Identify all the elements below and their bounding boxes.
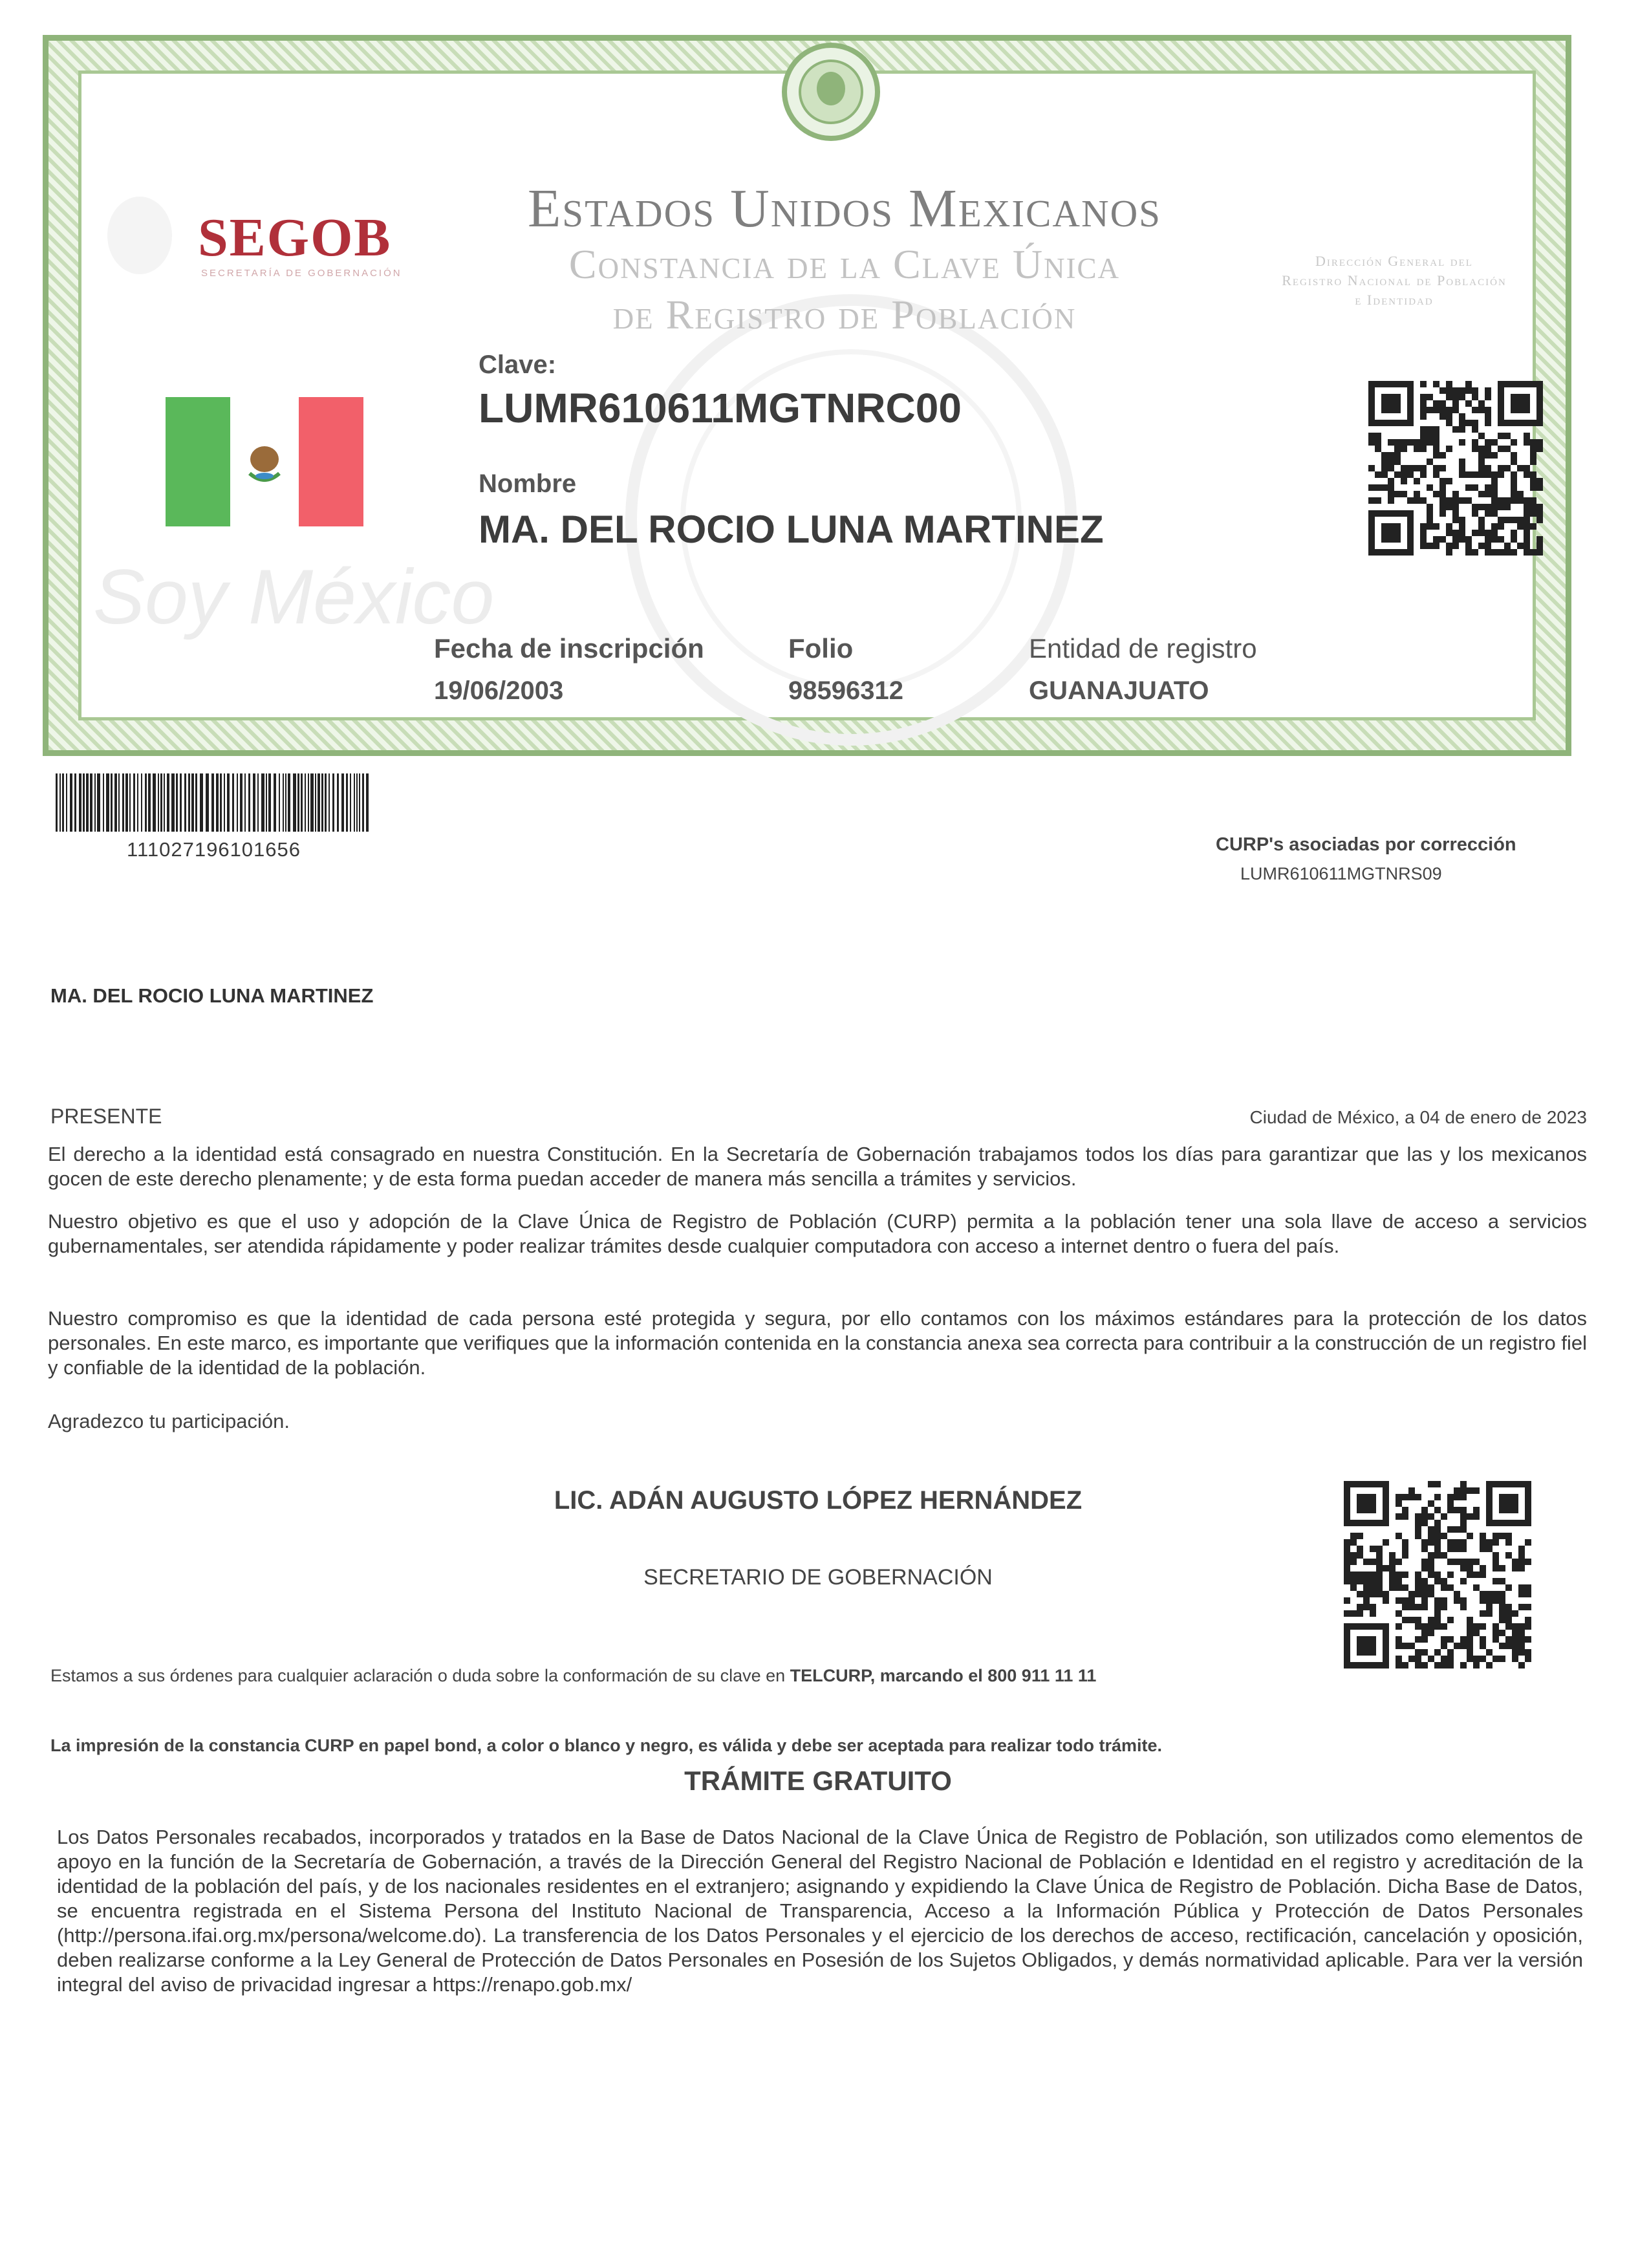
entidad-value: GUANAJUATO (1029, 676, 1209, 705)
validity-notice: La impresión de la constancia CURP en papel bond, a color o blanco y negro, es válida y debe ser aceptada para realizar todo trámite. (50, 1736, 1163, 1755)
curp-value: LUMR610611MGTNRC00 (479, 385, 962, 431)
paragraph-data-protection: Nuestro compromiso es que la identidad de cada persona esté protegida y segura, por ello contamos con los máximos estándares para la protección de los datos personales. En este marco, es importante que verifiques que la información contenida en la constancia anexa sea correcta para contribuir a la construcción de un registro fiel y confiable de la identidad de la población. (48, 1307, 1587, 1379)
segob-seal-icon (107, 197, 172, 274)
directorate-line: Registro Nacional de Población (1282, 272, 1507, 288)
nombre-value: MA. DEL ROCIO LUNA MARTINEZ (479, 508, 1104, 551)
associated-curps-label: CURP's asociadas por corrección (1216, 834, 1516, 855)
soy-mexico-watermark: Soy México (93, 554, 495, 640)
privacy-notice: Los Datos Personales recabados, incorporados y tratados en la Base de Datos Nacional de la Clave Única de Registro de Población, son utilizados como elementos de apoyo en la función de la Secretaría de Gobernación, a través de la Dirección General del Registro Nacional de Población e Identidad en el registro y acreditación de la identidad de la población del país, y de los nacionales residentes en el extranjero; asignando y expidiendo la Clave Única de Registro de Población. Dicha Base de Datos, se encuentra registrada en el Sistema Persona del Instituto Nacional de Transparencia, Acceso a la Información Pública y Protección de Datos Personales (http://persona.ifai.org.mx/persona/welcome.do). La transferencia de los Datos Personales y el ejercicio de los derechos de acceso, rectificación, cancelación y oposición, deben realizarse conforme a la Ley General de Protección de Datos Personales en Posesión de los Sujetos Obligados, y demás normatividad aplicable. Para ver la versión integral del aviso de privacidad ingresar a https://renapo.gob.mx/ (57, 1826, 1583, 1996)
letter-recipient: MA. DEL ROCIO LUNA MARTINEZ (50, 984, 374, 1007)
qr-code-icon (1344, 1481, 1531, 1669)
folio-value: 98596312 (788, 676, 903, 705)
certificate-inner-panel (78, 70, 1536, 720)
certificate-subtitle-line2: de Registro de Población (612, 292, 1077, 338)
letter-date: Ciudad de México, a 04 de enero de 2023 (1249, 1107, 1587, 1127)
signatory-name: LIC. ADÁN AUGUSTO LÓPEZ HERNÁNDEZ (554, 1486, 1083, 1515)
national-seal-icon (776, 37, 886, 147)
certificate-subtitle-line1: Constancia de la Clave Única (568, 241, 1121, 287)
fecha-inscripcion-label: Fecha de inscripción (434, 633, 704, 664)
contact-line (50, 1666, 1318, 1686)
thanks-text: Agradezco tu participación. (48, 1410, 290, 1432)
certificate-title: Estados Unidos Mexicanos (528, 178, 1161, 239)
directorate-line: Dirección General del (1315, 253, 1473, 269)
qr-code-icon (1368, 381, 1543, 556)
barcode-number: 111027196101656 (127, 838, 301, 861)
fecha-inscripcion-value: 19/06/2003 (434, 676, 564, 705)
segob-subtitle: SECRETARÍA DE GOBERNACIÓN (201, 268, 402, 279)
folio-label: Folio (788, 633, 854, 664)
curp-certificate-card (43, 35, 1571, 756)
nombre-label: Nombre (479, 470, 577, 498)
telcurp-phone: TELCURP, marcando el 800 911 11 11 (790, 1666, 1097, 1685)
mexican-flag-icon (166, 397, 363, 526)
presente-text: PRESENTE (50, 1105, 162, 1128)
free-procedure-heading: TRÁMITE GRATUITO (684, 1766, 952, 1796)
signatory-title: SECRETARIO DE GOBERNACIÓN (643, 1565, 993, 1590)
entidad-label: Entidad de registro (1029, 633, 1257, 664)
clave-label: Clave: (479, 351, 557, 379)
segob-logo: SEGOB (198, 208, 392, 268)
barcode-icon (56, 773, 374, 832)
contact-prefix: Estamos a sus órdenes para cualquier aclaración o duda sobre la conformación de su clave en (50, 1666, 790, 1685)
paragraph-curp-objective: Nuestro objetivo es que el uso y adopción de la Clave Única de Registro de Población (CURP) permita a la población tener una sola llave de acceso a servicios gubernamentales, ser atendida rápidamente y poder realizar trámites desde cualquier computadora con acceso a internet dentro o fuera del país. (48, 1210, 1587, 1257)
associated-curp-value: LUMR610611MGTNRS09 (1240, 864, 1442, 883)
paragraph-identity-right: El derecho a la identidad está consagrado en nuestra Constitución. En la Secretaría de Gobernación trabajamos todos los días para garantizar que las y los mexicanos gocen de este derecho plenamente; y de esta forma puedan acceder de manera más sencilla a trámites y servicios. (48, 1143, 1587, 1190)
directorate-name (1220, 252, 1569, 310)
directorate-line: e Identidad (1355, 292, 1434, 308)
